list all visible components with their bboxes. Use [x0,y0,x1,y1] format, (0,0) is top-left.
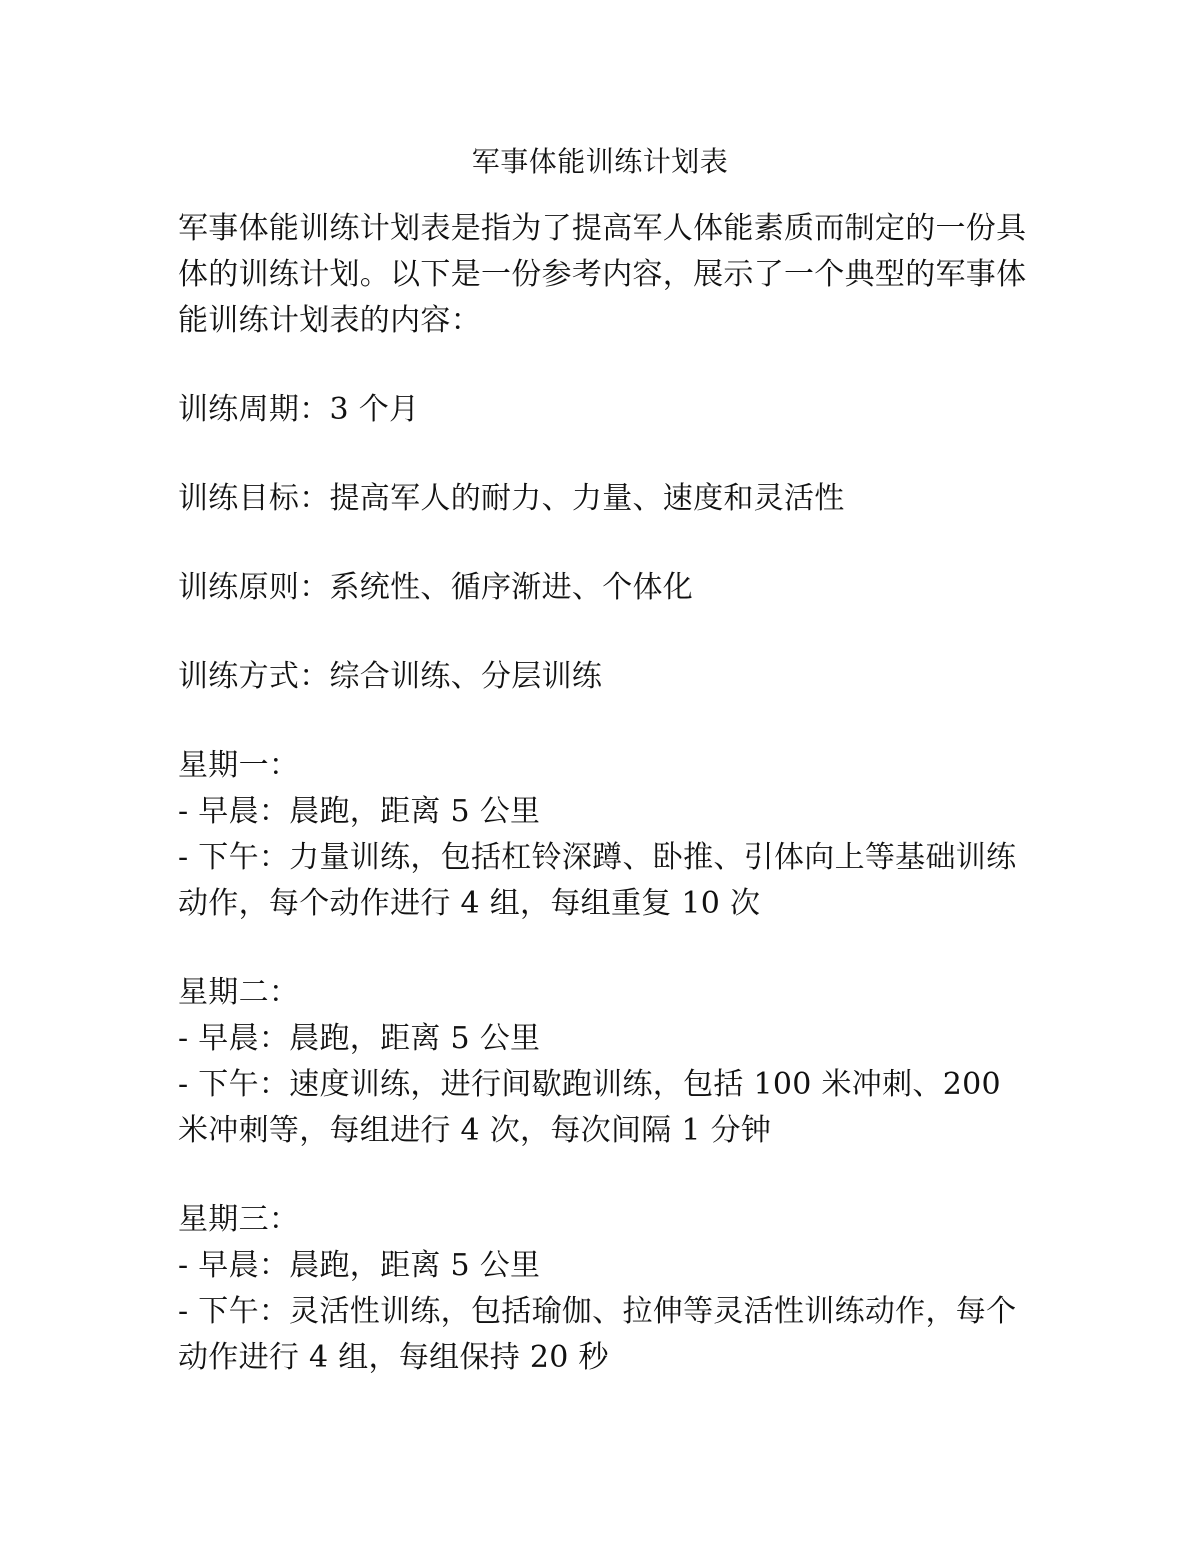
day-tuesday [178,970,1028,1154]
field-training-principle [178,565,1028,611]
day-afternoon: - 下午：力量训练，包括杠铃深蹲、卧推、引体向上等基础训练动作，每个动作进行 4 组，每组重复 10 次 [178,840,1017,921]
day-morning: - 早晨：晨跑，距离 5 公里 [178,1248,541,1283]
document-body [178,206,1028,1381]
field-value: 综合训练、分层训练 [329,659,603,694]
day-heading: 星期一： [178,748,300,783]
field-value: 3 个月 [329,392,420,427]
day-morning: - 早晨：晨跑，距离 5 公里 [178,794,541,829]
field-training-goal [178,476,1028,522]
field-label: 训练目标： [178,481,330,516]
field-label: 训练方式： [178,659,330,694]
document-title: 军事体能训练计划表 [471,145,729,178]
field-value: 系统性、循序渐进、个体化 [329,570,694,605]
day-heading: 星期三： [178,1202,300,1237]
day-heading: 星期二： [178,975,300,1010]
field-training-method [178,654,1028,700]
field-value: 提高军人的耐力、力量、速度和灵活性 [329,481,845,516]
intro-paragraph: 军事体能训练计划表是指为了提高军人体能素质而制定的一份具体的训练计划。以下是一份参考内容，展示了一个典型的军事体能训练计划表的内容： [178,211,1027,338]
field-training-period [178,387,1028,433]
field-label: 训练原则： [178,570,330,605]
day-morning: - 早晨：晨跑，距离 5 公里 [178,1021,541,1056]
field-label: 训练周期： [178,392,330,427]
day-monday [178,743,1028,927]
day-afternoon: - 下午：灵活性训练，包括瑜伽、拉伸等灵活性训练动作，每个动作进行 4 组，每组保持 20 秒 [178,1294,1017,1375]
day-afternoon: - 下午：速度训练，进行间歇跑训练，包括 100 米冲刺、200 米冲刺等，每组进行 4 次，每次间隔 1 分钟 [178,1067,1001,1148]
day-wednesday [178,1197,1028,1381]
